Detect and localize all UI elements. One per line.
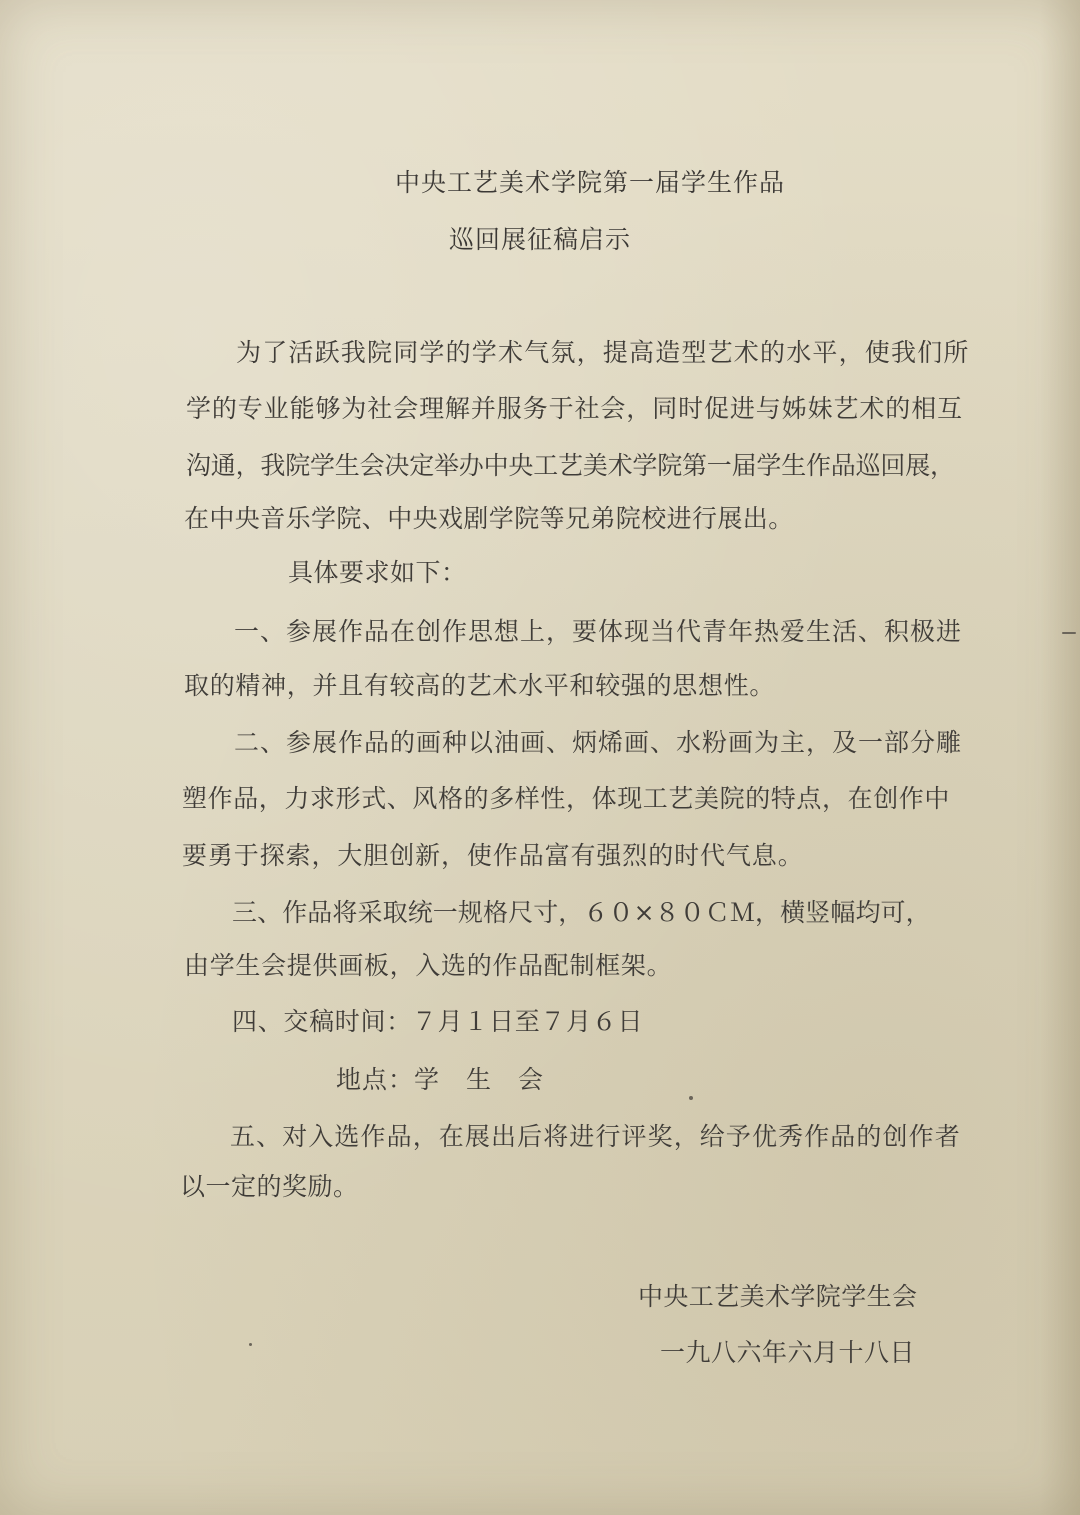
signature-date: 一九八六年六月十八日 <box>660 1338 916 1367</box>
requirement-item-5-line: 以一定的奖励。 <box>180 1172 359 1201</box>
requirement-item-1-line: 取的精神，并且有较高的艺术水平和较强的思想性。 <box>184 671 776 700</box>
intro-line: 学的专业能够为社会理解并服务于社会，同时促进与姊妹艺术的相互 <box>186 394 964 423</box>
requirement-item-1-line: 一、参展作品在创作思想上，要体现当代青年热爱生活、积极进 <box>234 617 963 646</box>
document-title-line-1: 中央工艺美术学院第一届学生作品 <box>394 168 785 197</box>
signature-organization: 中央工艺美术学院学生会 <box>638 1282 918 1311</box>
document-title-line-2: 巡回展征稿启示 <box>448 225 631 254</box>
requirement-item-5-line: 五、对入选作品，在展出后将进行评奖，给予优秀作品的创作者 <box>230 1122 961 1151</box>
requirement-item-3-line: 由学生会提供画板，入选的作品配制框架。 <box>184 951 673 980</box>
submission-time: 四、交稿时间：７月１日至７月６日 <box>232 1007 644 1036</box>
intro-line: 沟通，我院学生会决定举办中央工艺美术学院第一届学生作品巡回展， <box>186 451 955 480</box>
requirement-item-2-line: 二、参展作品的画种以油画、炳烯画、水粉画为主，及一部分雕 <box>234 728 963 757</box>
requirement-item-2-line: 要勇于探索，大胆创新，使作品富有强烈的时代气息。 <box>182 841 804 870</box>
submission-place: 地点：学 生 会 <box>336 1065 545 1094</box>
paper-speck <box>689 1096 693 1100</box>
paper-speck <box>1062 632 1076 634</box>
requirement-item-3-line: 三、作品将采取统一规格尺寸，６０×８０ＣＭ，横竖幅均可， <box>232 898 931 927</box>
paper-speck <box>249 1343 252 1346</box>
intro-line: 为了活跃我院同学的学术气氛，提高造型艺术的水平，使我们所 <box>236 338 970 367</box>
intro-line: 在中央音乐学院、中央戏剧学院等兄弟院校进行展出。 <box>184 504 794 533</box>
requirements-heading: 具体要求如下： <box>288 558 467 587</box>
requirement-item-2-line: 塑作品，力求形式、风格的多样性，体现工艺美院的特点，在创作中 <box>182 784 951 813</box>
